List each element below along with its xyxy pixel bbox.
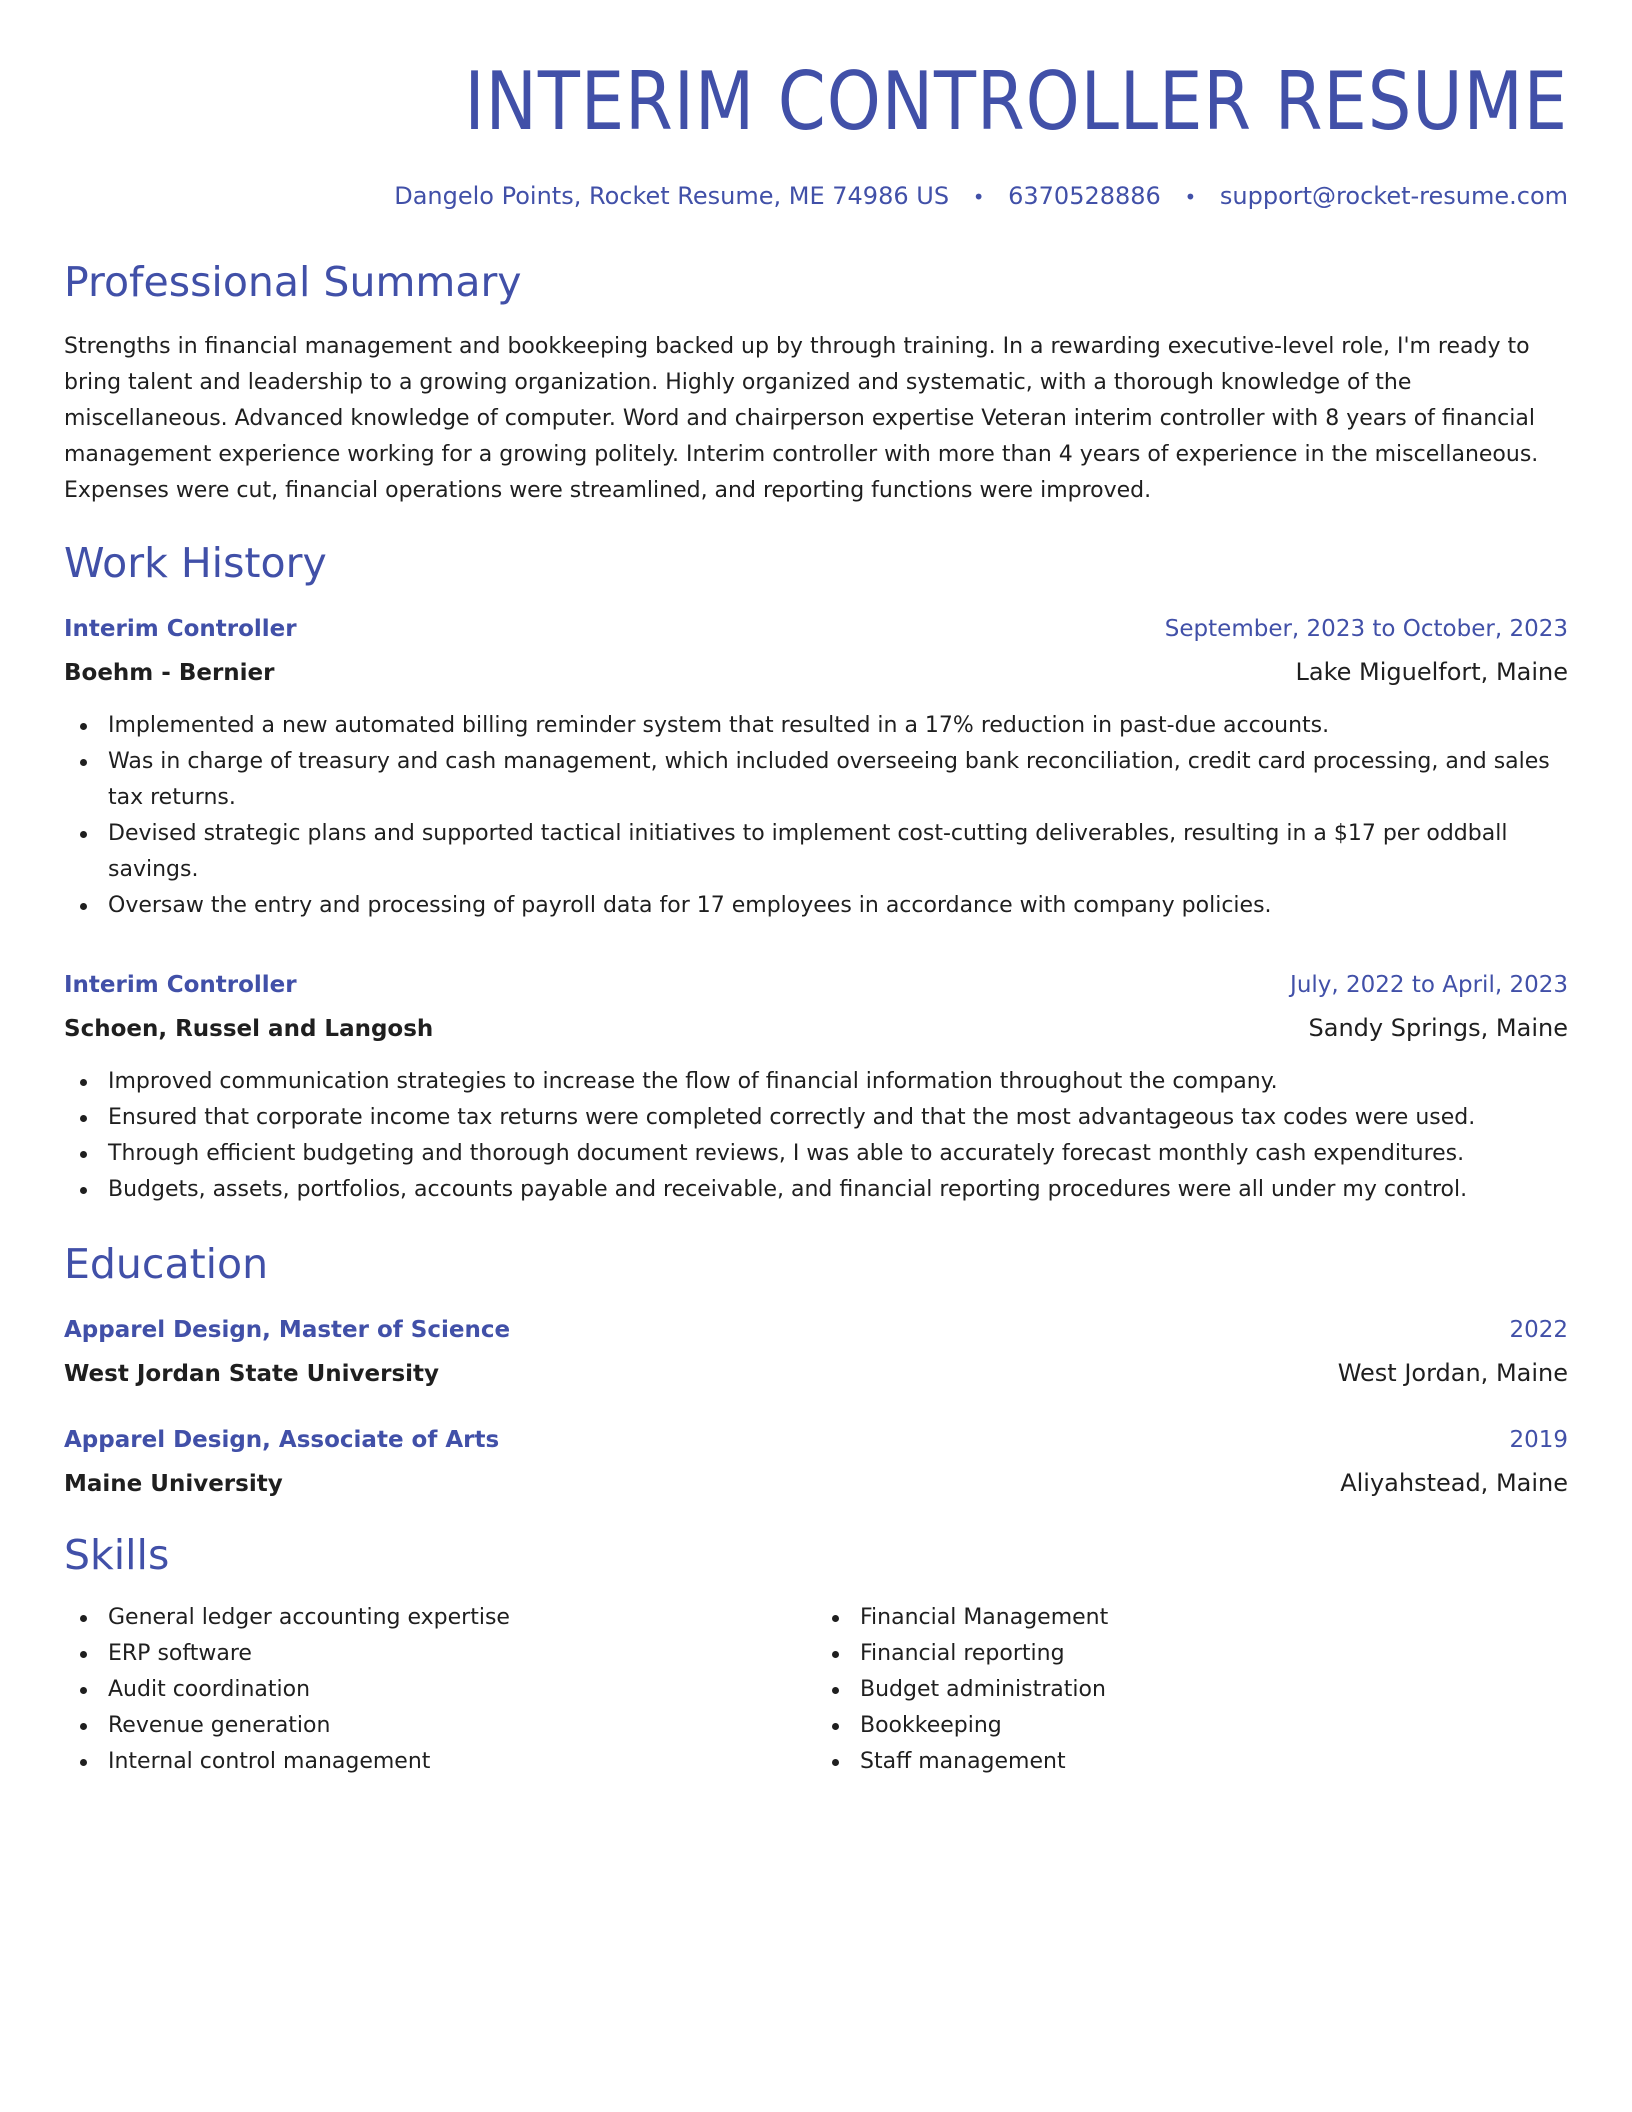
section-heading-work-history: Work History bbox=[64, 539, 327, 587]
summary-text: Strengths in financial management and bookkeeping backed up by through training. In a rewarding executive-level role, I'm ready to bring talent and leadership to a growing organization. Highly organized and systematic, with a thorough knowledge of the miscellaneous. Advanced knowledge of computer. Word and chairperson expertise Veteran interim controller with 8 years of financial management experience working for a growing politely. Interim controller with more than 4 years of experience in the miscellaneous. Expenses were cut, financial operations were streamlined, and reporting functions were improved. bbox=[64, 334, 1539, 503]
job-entry bbox=[64, 972, 1568, 1208]
skills-column-left bbox=[64, 1600, 816, 1780]
job-bullet: Implemented a new automated billing reminder system that resulted in a 17% reduction in past-due accounts. bbox=[64, 708, 1568, 744]
section-heading-education: Education bbox=[64, 1240, 269, 1288]
job-location: Sandy Springs, Maine bbox=[1308, 1014, 1568, 1042]
skill-item: Revenue generation bbox=[64, 1708, 816, 1744]
job-entry bbox=[64, 616, 1568, 924]
education-year: 2022 bbox=[1509, 1317, 1568, 1343]
job-bullets bbox=[64, 1064, 1568, 1208]
job-dates: July, 2022 to April, 2023 bbox=[1290, 972, 1568, 998]
education-school: Maine University bbox=[64, 1471, 283, 1497]
job-company: Schoen, Russel and Langosh bbox=[64, 1016, 434, 1042]
contact-phone: 6370528886 bbox=[1008, 182, 1161, 210]
skills-grid bbox=[64, 1600, 1568, 1780]
education-year: 2019 bbox=[1509, 1427, 1568, 1453]
job-bullet: Ensured that corporate income tax returns were completed correctly and that the most advantageous tax codes were used. bbox=[64, 1100, 1568, 1136]
education-entry bbox=[64, 1427, 1568, 1497]
contact-address: Dangelo Points, Rocket Resume, ME 74986 US bbox=[394, 182, 950, 210]
skill-item: Staff management bbox=[816, 1744, 1568, 1780]
education-entry bbox=[64, 1317, 1568, 1387]
job-bullet: Improved communication strategies to increase the flow of financial information throughout the company. bbox=[64, 1064, 1568, 1100]
contact-separator: • bbox=[972, 185, 985, 209]
education-school: West Jordan State University bbox=[64, 1361, 440, 1387]
section-heading-summary: Professional Summary bbox=[64, 258, 522, 306]
skill-item: ERP software bbox=[64, 1636, 816, 1672]
job-bullet: Oversaw the entry and processing of payroll data for 17 employees in accordance with company policies. bbox=[64, 888, 1568, 924]
education-degree: Apparel Design, Master of Science bbox=[64, 1317, 511, 1343]
job-role: Interim Controller bbox=[64, 972, 297, 998]
skill-item: Financial Management bbox=[816, 1600, 1568, 1636]
contact-separator: • bbox=[1184, 185, 1197, 209]
education-degree: Apparel Design, Associate of Arts bbox=[64, 1427, 500, 1453]
job-bullets bbox=[64, 708, 1568, 924]
section-heading-skills: Skills bbox=[64, 1531, 170, 1579]
contact-line bbox=[64, 184, 1568, 208]
skill-item: Bookkeeping bbox=[816, 1708, 1568, 1744]
education-location: West Jordan, Maine bbox=[1337, 1359, 1568, 1387]
job-role: Interim Controller bbox=[64, 616, 297, 642]
skills-column-right bbox=[816, 1600, 1568, 1780]
job-company: Boehm - Bernier bbox=[64, 660, 275, 686]
job-bullet: Through efficient budgeting and thorough document reviews, I was able to accurately forecast monthly cash expenditures. bbox=[64, 1136, 1568, 1172]
skill-item: General ledger accounting expertise bbox=[64, 1600, 816, 1636]
resume-title: INTERIM CONTROLLER RESUME bbox=[464, 55, 1568, 148]
contact-email: support@rocket-resume.com bbox=[1219, 182, 1568, 210]
education-location: Aliyahstead, Maine bbox=[1340, 1469, 1568, 1497]
job-bullet: Devised strategic plans and supported tactical initiatives to implement cost-cutting deliverables, resulting in a $17 per oddball savings. bbox=[64, 816, 1568, 888]
job-bullet: Budgets, assets, portfolios, accounts payable and receivable, and financial reporting procedures were all under my control. bbox=[64, 1172, 1568, 1208]
skill-item: Financial reporting bbox=[816, 1636, 1568, 1672]
job-dates: September, 2023 to October, 2023 bbox=[1164, 616, 1568, 642]
job-bullet: Was in charge of treasury and cash management, which included overseeing bank reconciliation, credit card processing, and sales tax returns. bbox=[64, 744, 1568, 816]
skill-item: Audit coordination bbox=[64, 1672, 816, 1708]
job-location: Lake Miguelfort, Maine bbox=[1295, 658, 1568, 686]
skill-item: Internal control management bbox=[64, 1744, 816, 1780]
skill-item: Budget administration bbox=[816, 1672, 1568, 1708]
